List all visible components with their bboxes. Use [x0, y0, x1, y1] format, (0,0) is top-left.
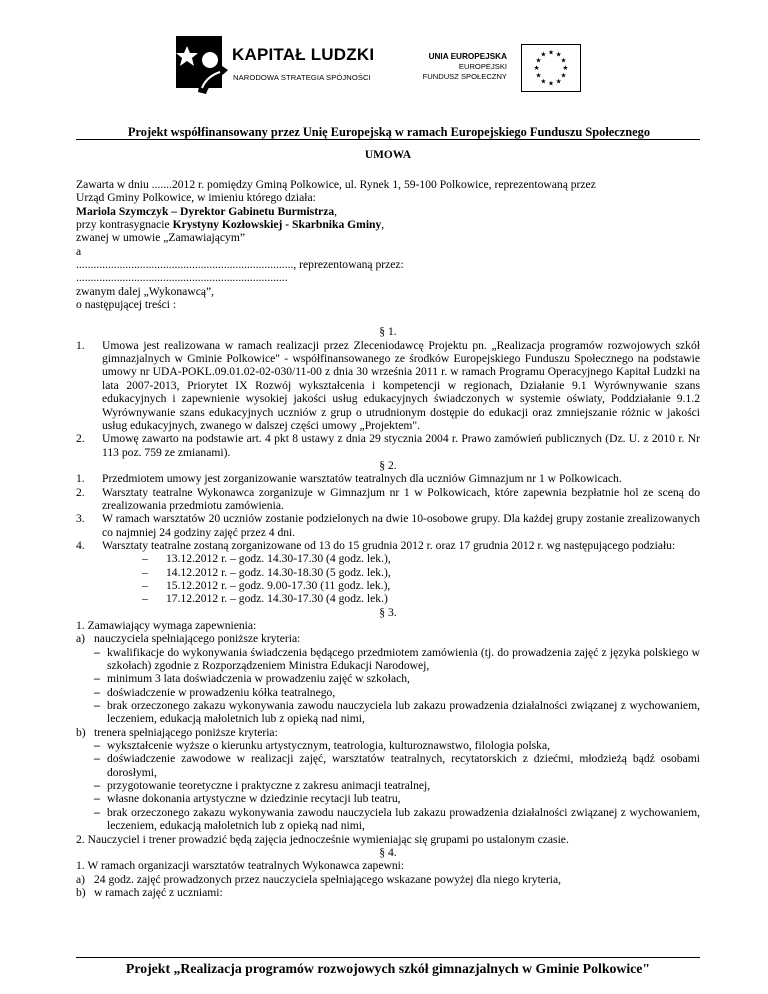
s2-item-1 [76, 472, 700, 485]
criterion-dash: – [94, 752, 100, 766]
s2-item-2-number: 2. [76, 485, 85, 499]
criterion-dash: – [94, 792, 100, 806]
svg-text:★: ★ [548, 48, 554, 57]
s4-item-b-text: w ramach zajęć z uczniami: [94, 885, 223, 899]
schedule-dash: – [142, 592, 148, 606]
s2-item-3-text: W ramach warsztatów 20 uczniów zostanie podzielonych na dwie 10-osobowe grupy. Dla każdej grupy zostanie zrealizowanych co najmniej 24 godziny zajęć przez 4 dni. [102, 512, 700, 539]
s2-item-3-number: 3. [76, 512, 85, 526]
intro-line-3 [76, 205, 700, 218]
intro-line-4 [76, 218, 700, 231]
intro-line-2: Urząd Gminy Polkowice, w imieniu którego działa: [76, 191, 316, 205]
schedule-day-3-text: 15.12.2012 r. – godz. 9.00-17.30 (11 godz. lek.), [166, 578, 391, 592]
section-3-title: § 3. [379, 605, 397, 619]
kapital-ludzki-title: KAPITAŁ LUDZKI [232, 45, 375, 64]
s3-point-2: 2. Nauczyciel i trener prowadzić będą zajęcia jednocześnie wymieniając się grupami po ustalonym czasie. [76, 832, 569, 846]
eu-line-1: UNIA EUROPEJSKA [428, 52, 507, 61]
s3-a-criterion-1 [76, 646, 700, 673]
schedule-dash: – [142, 552, 148, 566]
intro-line-1: Zawarta w dniu .......2012 r. pomiędzy Gminą Polkowice, ul. Rynek 1, 59-100 Polkowice, reprezentowaną przez [76, 178, 596, 191]
s2-item-4-number: 4. [76, 538, 85, 552]
schedule-day-1-text: 13.12.2012 r. – godz. 14.30-17.30 (4 godz. lek.), [166, 552, 391, 566]
s3-b-criterion-2 [76, 752, 700, 779]
project-heading: Projekt współfinansowany przez Unię Europejską w ramach Europejskiego Funduszu Społecznego [127, 125, 651, 139]
page-footer: Projekt „Realizacja programów rozwojowych szkół gimnazjalnych w Gminie Polkowice" [125, 961, 651, 976]
intro-line-9: zwanym dalej „Wykonawcą”, [76, 284, 215, 298]
svg-text:★: ★ [562, 63, 569, 72]
schedule-dash: – [142, 565, 148, 579]
s3-a-criterion-3 [76, 686, 700, 699]
footer-divider [76, 957, 700, 958]
intro-line-7: ..........................................................................., reprezentowaną przez: [76, 258, 404, 272]
s3-item-b-letter: b) [76, 725, 86, 739]
s3-b-criterion-5 [76, 806, 700, 833]
intro-line-8: ......................................................................... [76, 271, 288, 285]
criterion-dash: – [94, 672, 100, 686]
signatory-comma: , [334, 204, 338, 218]
criterion-dash: – [94, 699, 100, 713]
s4-item-b-letter: b) [76, 885, 86, 899]
s3-b-criterion-4-text: własne dokonania artystyczne w dziedzinie recytacji lub teatru, [107, 792, 401, 806]
s3-b-criterion-3-text: przygotowanie teoretyczne i praktyczne z zakresu animacji teatralnej, [107, 779, 431, 793]
schedule-day-2-text: 14.12.2012 r. – godz. 14.30-18.30 (5 godz. lek.), [166, 565, 391, 579]
s3-a-criterion-2 [76, 672, 700, 685]
s4-item-a-text: 24 godz. zajęć prowadzonych przez nauczyciela spełniającego wskazane powyżej dla niego kryteria, [94, 872, 562, 886]
svg-text:★: ★ [560, 71, 567, 80]
countersign-comma: , [381, 218, 385, 232]
contract-body [76, 178, 700, 899]
s3-b-criterion-2-text: doświadczenie zawodowe w realizacji zajęć, warsztatów teatralnych, recytatorskich z dziećmi, młodzieżą bądź osobami dorosłymi, [107, 752, 700, 779]
schedule-day-2 [76, 566, 700, 579]
intro-line-5: zwanej w umowie „Zamawiającym” [76, 231, 245, 245]
s2-item-2-text: Warsztaty teatralne Wykonawca zorganizuje w Gimnazjum nr 1 w Polkowicach, które zapewnia bezpłatnie hol ze sceną do zrealizowania przedmiotu zamówienia. [102, 485, 700, 512]
section-2-title: § 2. [379, 458, 397, 472]
schedule-day-1 [76, 552, 700, 565]
s2-item-1-text: Przedmiotem umowy jest zorganizowanie warsztatów teatralnych dla uczniów Gimnazjum nr 1 w Polkowicach. [102, 472, 622, 486]
eu-fund-text [398, 52, 507, 82]
s3-a-criterion-1-text: kwalifikacje do wykonywania świadczenia będącego przedmiotem zamówienia (tj. do prowadzenia zajęć z języka polskiego w szkołach) zgodnie z Rozporządzeniem Ministra Edukacji Narodowej, [107, 645, 700, 673]
section-4-title: § 4. [379, 845, 397, 859]
schedule-day-3 [76, 579, 700, 592]
svg-text:★: ★ [533, 63, 540, 72]
s1-item-1 [76, 339, 700, 432]
svg-text:★: ★ [555, 77, 562, 86]
s2-item-3 [76, 512, 700, 539]
schedule-day-4 [76, 592, 700, 605]
s1-item-1-text: Umowa jest realizowana w ramach realizacji przez Zleceniodawcę Projektu pn. „Realizacja programów rozwojowych szkół gimnazjalnych w Gminie Polkowice" - współfinansowanego ze środków Europejskiego Funduszu Społecznego na podstawie umowy nr UDA-POKL.09.01.02-02-030/11-00 z dnia 30 września 2011 r. w ramach Programu Operacyjnego Kapitał Ludzki na lata 2007-2013, Priorytet IX Rozwój wykształcenia i kompetencji w regionach, Działanie 9.1 Wyrównywanie szans edukacyjnych i zapewnienie wysokiej jakości usług edukacyjnych świadczonych w systemie oświaty, Poddziałanie 9.1.2 Wyrównywanie szans edukacyjnych uczniów z grup o utrudnionym dostępie do edukacji oraz zmniejszanie różnic w jakości usług edukacyjnych, zwanego w dalszej części umowy „Projektem". [102, 338, 700, 432]
s2-item-1-number: 1. [76, 472, 85, 486]
countersign-name: Krystyny Kozłowskiej - Skarbnika Gminy [172, 218, 382, 232]
s4-item-b [76, 886, 700, 899]
svg-text:★: ★ [555, 50, 562, 59]
criterion-dash: – [94, 805, 100, 819]
s3-item-a-letter: a) [76, 632, 86, 646]
heading-divider [76, 139, 700, 140]
svg-text:★: ★ [560, 56, 567, 65]
criterion-dash: – [94, 645, 100, 659]
document-title: UMOWA [364, 149, 412, 161]
s3-item-b-text: trenera spełniającego poniższe kryteria: [94, 725, 278, 739]
s3-b-criterion-1-text: wykształcenie wyższe o kierunku artystycznym, teatrologia, kulturoznawstwo, filologia polska, [107, 739, 551, 753]
logo-header [0, 30, 768, 110]
s3-item-a [76, 632, 700, 645]
s4-item-a [76, 873, 700, 886]
countersign-prefix: przy kontrasygnacie [76, 218, 173, 232]
s1-item-2-number: 2. [76, 432, 85, 446]
schedule-day-4-text: 17.12.2012 r. – godz. 14.30-17.30 (4 godz. lek.) [166, 592, 388, 606]
intro-line-6: a [76, 244, 82, 258]
s3-item-a-text: nauczyciela spełniającego poniższe kryteria: [94, 632, 301, 646]
eu-line-3: FUNDUSZ SPOŁECZNY [422, 72, 507, 81]
s3-b-criterion-5-text: brak orzeczonego zakazu wykonywania zawodu nauczyciela lub zakazu prowadzenia działalności związanej z wychowaniem, leczeniem, edukacją małoletnich lub z opieką nad nimi, [107, 805, 700, 833]
s1-item-2 [76, 432, 700, 459]
s1-item-1-number: 1. [76, 338, 85, 352]
svg-text:★: ★ [535, 56, 542, 65]
s3-a-criterion-4 [76, 699, 700, 726]
s3-b-criterion-4 [76, 792, 700, 805]
kapital-ludzki-logo-icon [176, 36, 228, 96]
intro-line-10: o następującej treści : [76, 298, 177, 312]
s3-b-criterion-3 [76, 779, 700, 792]
signatory-name: Mariola Szymczyk – Dyrektor Gabinetu Burmistrza [76, 204, 335, 218]
s4-item-a-letter: a) [76, 872, 86, 886]
criterion-dash: – [94, 779, 100, 793]
criterion-dash: – [94, 685, 100, 699]
svg-text:★: ★ [540, 50, 547, 59]
s1-item-2-text: Umowę zawarto na podstawie art. 4 pkt 8 ustawy z dnia 29 stycznia 2004 r. Prawo zamówień publicznych (Dz. U. z 2010 r. Nr 113 poz. 759 ze zmianami). [102, 432, 700, 459]
s3-a-criterion-2-text: minimum 3 lata doświadczenia w prowadzeniu zajęć w szkołach, [107, 672, 410, 686]
s3-item-b [76, 726, 700, 739]
criterion-dash: – [94, 739, 100, 753]
svg-text:★: ★ [548, 79, 554, 88]
section-1-title: § 1. [379, 325, 397, 339]
s2-item-2 [76, 486, 700, 513]
s2-item-4-text: Warsztaty teatralne zostaną zorganizowane od 13 do 15 grudnia 2012 r. oraz 17 grudnia 2012 r. wg następującego podziału: [102, 538, 676, 552]
eu-line-2: EUROPEJSKI [458, 62, 507, 71]
schedule-dash: – [142, 578, 148, 592]
s3-a-criterion-4-text: brak orzeczonego zakazu wykonywania zawodu nauczyciela lub zakazu prowadzenia działalności związanej z wychowaniem, leczeniem, edukacją małoletnich lub z opieką nad nimi, [107, 699, 700, 726]
s3-point-1: 1. Zamawiający wymaga zapewnienia: [76, 619, 257, 632]
s3-b-criterion-1 [76, 739, 700, 752]
eu-flag-icon [521, 44, 581, 92]
s3-a-criterion-3-text: doświadczenie w prowadzeniu kółka teatralnego, [107, 685, 336, 699]
kapital-ludzki-subtitle: NARODOWA STRATEGIA SPÓJNOŚCI [233, 73, 371, 82]
s2-item-4 [76, 539, 700, 552]
s4-point-1: 1. W ramach organizacji warsztatów teatralnych Wykonawca zapewni: [76, 859, 405, 873]
svg-text:★: ★ [535, 71, 542, 80]
svg-text:★: ★ [540, 77, 547, 86]
